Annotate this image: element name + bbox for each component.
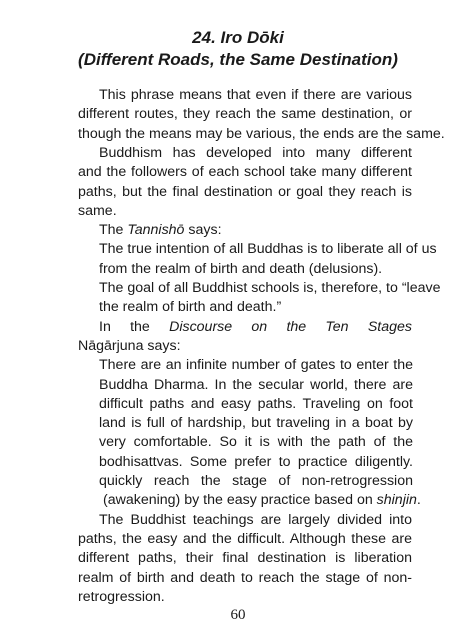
- quote-line: land is full of hardship, but traveling in a boat by: [99, 415, 413, 432]
- text-line: This phrase means that even if there are various: [99, 87, 412, 103]
- quote-line: (awakening) by the easy practice based on shinjin.: [103, 492, 421, 509]
- page-number: 60: [230, 607, 246, 623]
- text-line: though the means may be various, the ends are the same.: [78, 125, 445, 142]
- text-line: Buddhism has developed into many different: [99, 144, 412, 161]
- text-line: different paths, their final destination is liberation: [78, 550, 412, 567]
- quote-line: from the realm of birth and death (delusions).: [99, 260, 383, 277]
- text-line: retrogression.: [78, 588, 165, 605]
- quote-line: The goal of all Buddhist schools is, therefore, to “leave: [99, 280, 441, 296]
- text-line: paths, the easy and the difficult. Although these are: [78, 530, 412, 547]
- quote-line: difficult paths and easy paths. Traveling on foot: [99, 395, 413, 412]
- text-line: The Tannishō says:: [99, 222, 222, 239]
- quote-line: the realm of birth and death.”: [99, 299, 282, 316]
- text-line: Nāgārjuna says:: [78, 337, 181, 354]
- quote-line: There are an infinite number of gates to enter the: [99, 357, 413, 374]
- text-line: The Buddhist teachings are largely divided into: [99, 511, 412, 528]
- quote-line: very comfortable. So it is with the path of the: [99, 434, 413, 451]
- chapter-subtitle: (Different Roads, the Same Destination): [78, 50, 398, 69]
- text-line: In the Discourse on the Ten Stages: [99, 318, 412, 335]
- text-line: paths, but the final destination or goal they reach is: [78, 183, 412, 200]
- quote-line: quickly reach the stage of non-retrogression: [99, 473, 413, 489]
- chapter-title: 24. Iro Dōki: [192, 28, 284, 47]
- text-line: same.: [78, 202, 117, 219]
- text-line: different routes, they reach the same destination, or: [78, 106, 412, 123]
- quote-line: Buddha Dharma. In the secular world, there are: [99, 376, 413, 393]
- quote-line: The true intention of all Buddhas is to liberate all of us: [99, 241, 437, 258]
- text-line: and the followers of each school take many different: [78, 164, 412, 181]
- text-line: realm of birth and death to reach the stage of non-: [78, 569, 412, 586]
- quote-line: bodhisattvas. Some prefer to practice diligently.: [99, 453, 413, 470]
